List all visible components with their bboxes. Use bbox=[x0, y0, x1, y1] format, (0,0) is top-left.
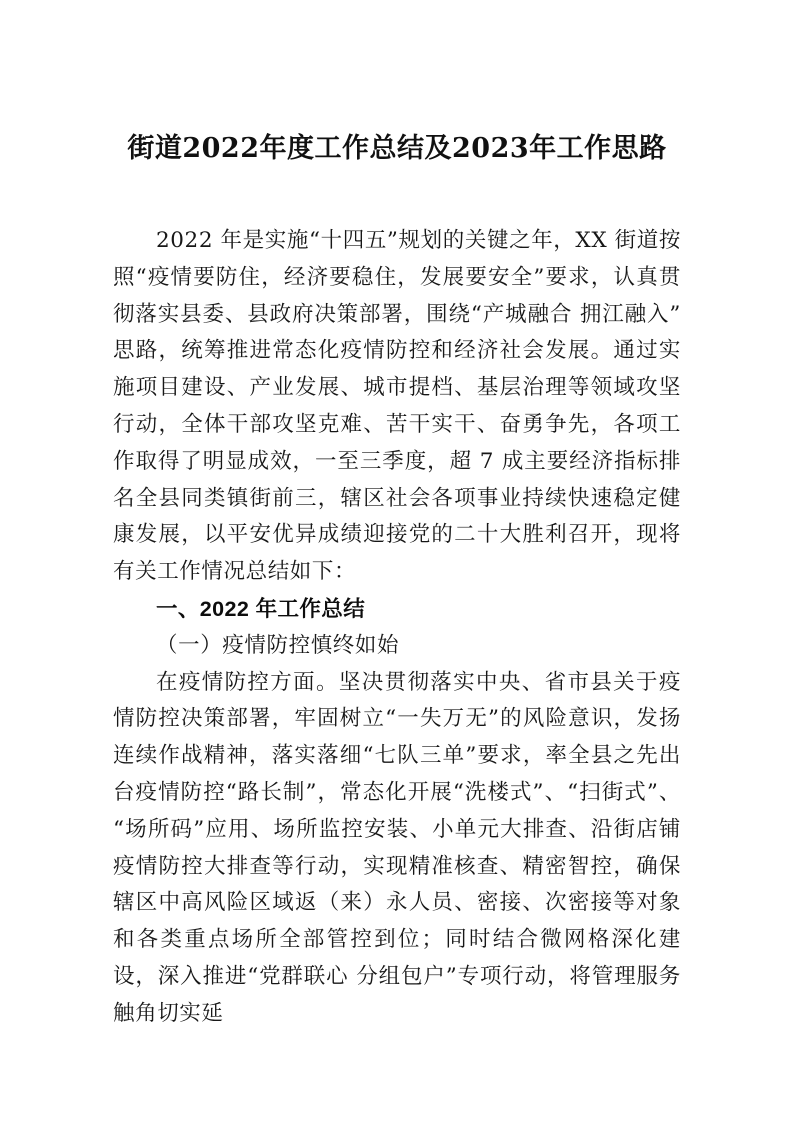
page-title: 街道2022年度工作总结及2023年工作思路 bbox=[127, 133, 667, 164]
subsection-heading-1-1: （一）疫情防控慎终如始 bbox=[156, 632, 400, 658]
page-content bbox=[113, 0, 681, 1033]
subsection-paragraph-1-1: 在疫情防控方面。坚决贯彻落实中央、省市县关于疫情防控决策部署，牢固树立“一失万无”的风险意识，发扬连续作战精神，落实落细“七队三单”要求，率全县之先出台疫情防控“路长制”，常态化开展“洗楼式”、“扫街式”、“场所码”应用、场所监控安装、小单元大排查、沿街店铺疫情防控大排查等行动，实现精准核查、精密智控，确保辖区中高风险区域返（来）永人员、密接、次密接等对象和各类重点场所全部管控到位；同时结合微网格深化建设，深入推进“党群联心 分组包户”专项行动，将管理服务触角切实延 bbox=[113, 669, 681, 1026]
intro-paragraph: 2022 年是实施“十四五”规划的关键之年，XX 街道按照“疫情要防住，经济要稳住，发展要安全”要求，认真贯彻落实县委、县政府决策部署，围绕“产城融合 拥江融入”思路，统筹推进常态化疫情防控和经济社会发展。通过实施项目建设、产业发展、城市提档、基层治理等领域攻坚行动，全体干部攻坚克难、苦干实干、奋勇争先，各项工作取得了明显成效，一至三季度，超 7 成主要经济指标排名全县同类镇街前三，辖区社会各项事业持续快速稳定健康发展，以平安优异成绩迎接党的二十大胜利召开，现将有关工作情况总结如下： bbox=[113, 228, 681, 585]
section-heading-1: 一、2022 年工作总结 bbox=[156, 596, 366, 621]
